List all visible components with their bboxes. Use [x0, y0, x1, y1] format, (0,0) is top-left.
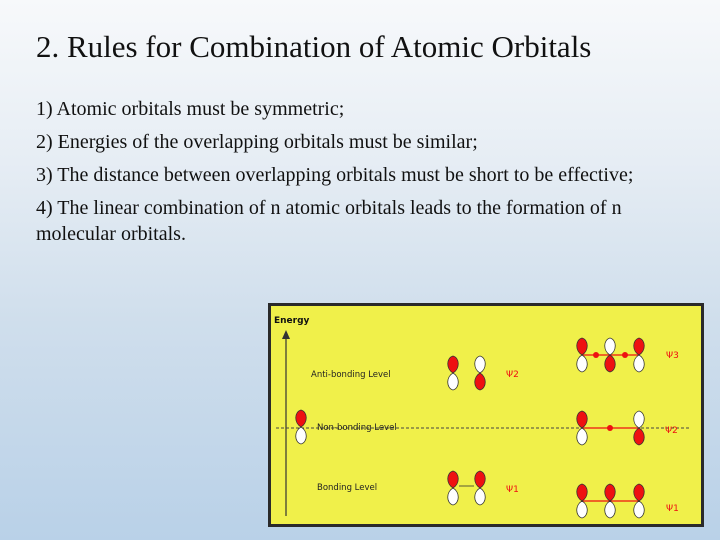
three-center-psi2-orbitals — [577, 411, 645, 445]
three-center-psi3-orbitals — [577, 338, 645, 372]
bonding-label: Bonding Level — [317, 483, 378, 493]
rules-list — [36, 96, 646, 254]
three-center-psi1-orbitals — [577, 484, 645, 518]
orbital-diagram-svg — [271, 306, 701, 524]
psi3-three-center-label: Ψ3 — [666, 351, 679, 361]
energy-label: Energy — [274, 316, 310, 326]
slide-title: 2. Rules for Combination of Atomic Orbitals — [36, 29, 592, 64]
two-center-bonding-orbitals — [448, 471, 486, 505]
rule-4: 4) The linear combination of n atomic orbitals leads to the formation of n molecular orbitals. — [36, 197, 622, 245]
anti-bonding-label: Anti-bonding Level — [311, 370, 391, 380]
single-p-orbital — [296, 410, 307, 444]
rule-3: 3) The distance between overlapping orbitals must be short to be effective; — [36, 164, 634, 186]
rule-2: 2) Energies of the overlapping orbitals must be similar; — [36, 131, 478, 153]
psi2-three-center-label: Ψ2 — [665, 426, 678, 436]
orbital-energy-diagram — [268, 303, 704, 527]
non-bonding-label: Non-bonding Level — [317, 423, 397, 433]
psi1-two-center-label: Ψ1 — [506, 485, 519, 495]
energy-axis-arrow-icon — [282, 330, 290, 339]
psi1-three-center-label: Ψ1 — [666, 504, 679, 514]
psi2-two-center-label: Ψ2 — [506, 370, 519, 380]
two-center-antibonding-orbitals — [448, 356, 486, 390]
rule-1: 1) Atomic orbitals must be symmetric; — [36, 98, 345, 120]
